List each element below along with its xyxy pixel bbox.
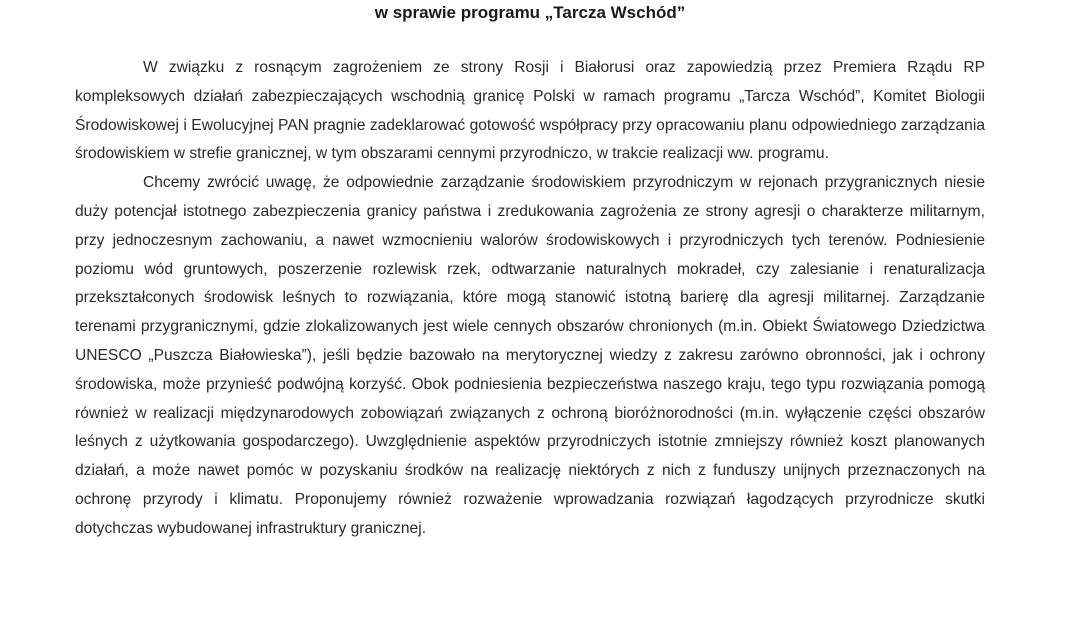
- paragraph-1: W związku z rosnącym zagrożeniem ze strony Rosji i Białorusi oraz zapowiedzią przez Premiera Rządu RP kompleksowych działań zabezpieczających wschodnią granicę Polski w ramach programu „Tarcza Wschód”, Komitet Biologii Środowiskowej i Ewolucyjnej PAN pragnie zadeklarować gotowość współpracy przy opracowaniu planu odpowiedniego zarządzania środowiskiem w strefie granicznej, w tym obszarami cennymi przyrodniczo, w trakcie realizacji ww. programu.: [75, 59, 985, 163]
- paragraph-2: Chcemy zwrócić uwagę, że odpowiednie zarządzanie środowiskiem przyrodniczym w rejonach przygranicznych niesie duży potencjał istotnego zabezpieczenia granicy państwa i zredukowania zagrożenia ze strony agresji o charakterze militarnym, przy jednoczesnym zachowaniu, a nawet wzmocnieniu walorów środowiskowych i przyrodniczych tych terenów. Podniesienie poziomu wód gruntowych, poszerzenie rozlewisk rzek, odtwarzanie naturalnych mokradeł, czy zalesianie i renaturalizacja przekształconych środowisk leśnych to rozwiązania, które mogą stanowić istotną barierę dla agresji militarnej. Zarządzanie terenami przygranicznymi, gdzie zlokalizowanych jest wiele cennych obszarów chronionych (m.in. Obiekt Światowego Dziedzictwa UNESCO „Puszcza Białowieska”), jeśli będzie bazowało na merytorycznej wiedzy z zakresu zarówno obronności, jak i ochrony środowiska, może przynieść podwójną korzyść. Obok podniesienia bezpieczeństwa naszego kraju, tego typu rozwiązania pomogą również w realizacji międzynarodowych zobowiązań związanych z ochroną bioróżnorodności (m.in. wyłączenie części obszarów leśnych z użytkowania gospodarczego). Uwzględnienie aspektów przyrodniczych istotnie zmniejszy również koszt planowanych działań, a może nawet pomóc w pozyskaniu środków na realizację niektórych z nich z funduszy unijnych przeznaczonych na ochronę przyrody i klimatu. Proponujemy również rozważenie wprowadzania rozwiązań łagodzących przyrodnicze skutki dotychczas wybudowanej infrastruktury granicznej.: [75, 174, 985, 537]
- document-title: w sprawie programu „Tarcza Wschód”: [374, 3, 686, 22]
